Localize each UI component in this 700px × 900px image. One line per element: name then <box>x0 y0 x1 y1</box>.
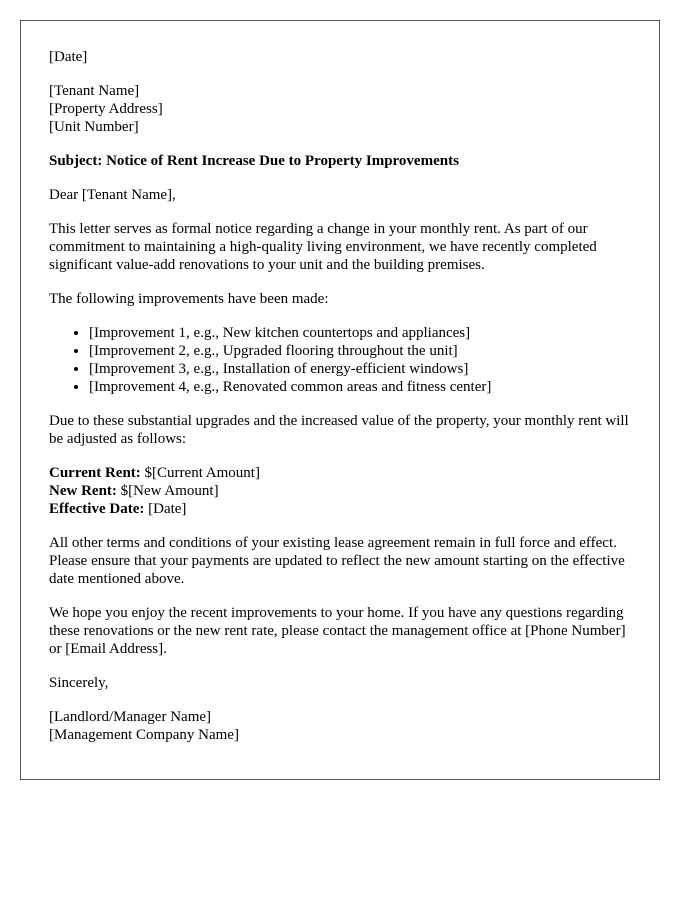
list-item: • [Improvement 4, e.g., Renovated common areas and fitness center] <box>89 378 631 396</box>
current-rent-row <box>49 464 631 482</box>
effective-date-label: Effective Date: <box>49 501 145 517</box>
current-rent-label: Current Rent: <box>49 465 141 481</box>
letter-page <box>20 20 660 780</box>
signatory-name: [Landlord/Manager Name] <box>49 709 212 725</box>
property-address: [Property Address] <box>49 101 163 117</box>
subject-line: Subject: Notice of Rent Increase Due to Property Improvements <box>49 153 459 169</box>
terms-paragraph: All other terms and conditions of your existing lease agreement remain in full force and effect. Please ensure that your payments are updated to reflect the new amount starting on the effective date mentioned above. <box>49 535 625 587</box>
date-text: [Date] <box>49 49 88 65</box>
list-item: • [Improvement 2, e.g., Upgraded flooring throughout the unit] <box>89 342 631 360</box>
unit-number: [Unit Number] <box>49 119 139 135</box>
new-rent-label: New Rent: <box>49 483 117 499</box>
effective-date-row <box>49 500 631 518</box>
letter-date <box>49 48 631 66</box>
list-item: • [Improvement 1, e.g., New kitchen countertops and appliances] <box>89 324 631 342</box>
new-rent-row <box>49 482 631 500</box>
recipient-block <box>49 82 631 136</box>
tenant-name: [Tenant Name] <box>49 83 140 99</box>
effective-date-value: [Date] <box>144 501 187 517</box>
signature-block <box>49 708 631 744</box>
list-item: • [Improvement 3, e.g., Installation of energy-efficient windows] <box>89 360 631 378</box>
salutation: Dear [Tenant Name], <box>49 187 176 203</box>
sign-off: Sincerely, <box>49 675 109 691</box>
closing-paragraph: We hope you enjoy the recent improvements to your home. If you have any questions regarding these renovations or the new rent rate, please contact the management office at [Phone Number] or [Email Address]. <box>49 605 626 657</box>
company-name: [Management Company Name] <box>49 727 239 743</box>
rent-details <box>49 464 631 518</box>
intro-paragraph: This letter serves as formal notice regarding a change in your monthly rent. As part of our commitment to maintaining a high-quality living environment, we have recently completed significant value-add renovations to your unit and the building premises. <box>49 221 597 273</box>
current-rent-value: $[Current Amount] <box>140 465 260 481</box>
adjustment-paragraph: Due to these substantial upgrades and the increased value of the property, your monthly rent will be adjusted as follows: <box>49 413 629 447</box>
improvements-list <box>49 324 631 396</box>
improvements-heading: The following improvements have been made: <box>49 291 329 307</box>
new-rent-value: $[New Amount] <box>116 483 219 499</box>
